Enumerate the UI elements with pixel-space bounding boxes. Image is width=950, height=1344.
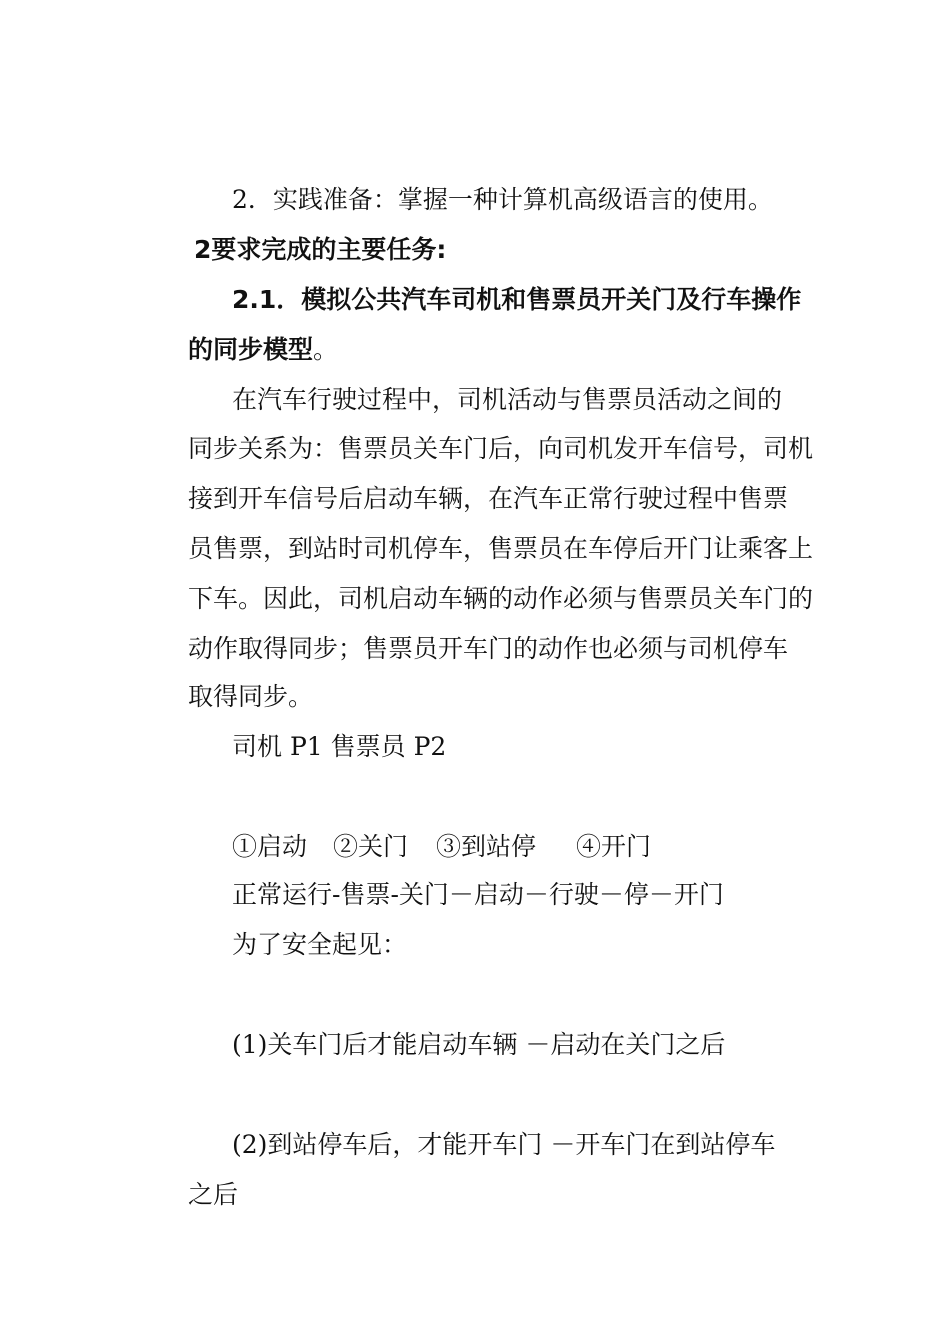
paragraph-line-4: 员售票，到站时司机停车，售票员在车停后开门让乘客上 xyxy=(188,534,814,563)
paragraph-line-3: 接到开车信号后启动车辆，在汽车正常行驶过程中售票 xyxy=(188,484,789,513)
section-heading: 2要求完成的主要任务: xyxy=(194,235,447,264)
process-line: 司机 P1 售票员 P2 xyxy=(232,732,447,761)
task-title-line1: 2.1．模拟公共汽车司机和售票员开关门及行车操作 xyxy=(232,285,802,314)
prep-line: 2．实践准备：掌握一种计算机高级语言的使用。 xyxy=(232,185,773,214)
rule-1: (1)关车门后才能启动车辆 －启动在关门之后 xyxy=(232,1030,726,1059)
rule-2-line2: 之后 xyxy=(188,1180,239,1209)
paragraph-line-7: 取得同步。 xyxy=(188,682,314,711)
safety-intro: 为了安全起见： xyxy=(232,930,408,959)
paragraph-line-2: 同步关系为：售票员关车门后，向司机发开车信号，司机 xyxy=(188,434,814,463)
task-title-line2 xyxy=(188,332,338,368)
task-title-end: 。 xyxy=(313,335,339,364)
sequence-line: 正常运行-售票-关门－启动－行驶－停－开门 xyxy=(232,880,724,909)
rule-2-line1: (2)到站停车后，才能开车门 －开车门在到站停车 xyxy=(232,1130,776,1159)
task-title-bold: 的同步模型 xyxy=(188,335,314,364)
step-close-door: ②关门 xyxy=(333,832,409,861)
step-start: ①启动 xyxy=(232,832,308,861)
paragraph-line-1: 在汽车行驶过程中，司机活动与售票员活动之间的 xyxy=(232,385,783,414)
steps-line xyxy=(232,829,651,865)
step-stop-at-station: ③到站停 xyxy=(436,832,537,861)
paragraph-line-6: 动作取得同步；售票员开车门的动作也必须与司机停车 xyxy=(188,634,789,663)
step-open-door: ④开门 xyxy=(576,832,652,861)
paragraph-line-5: 下车。因此，司机启动车辆的动作必须与售票员关车门的 xyxy=(188,584,814,613)
